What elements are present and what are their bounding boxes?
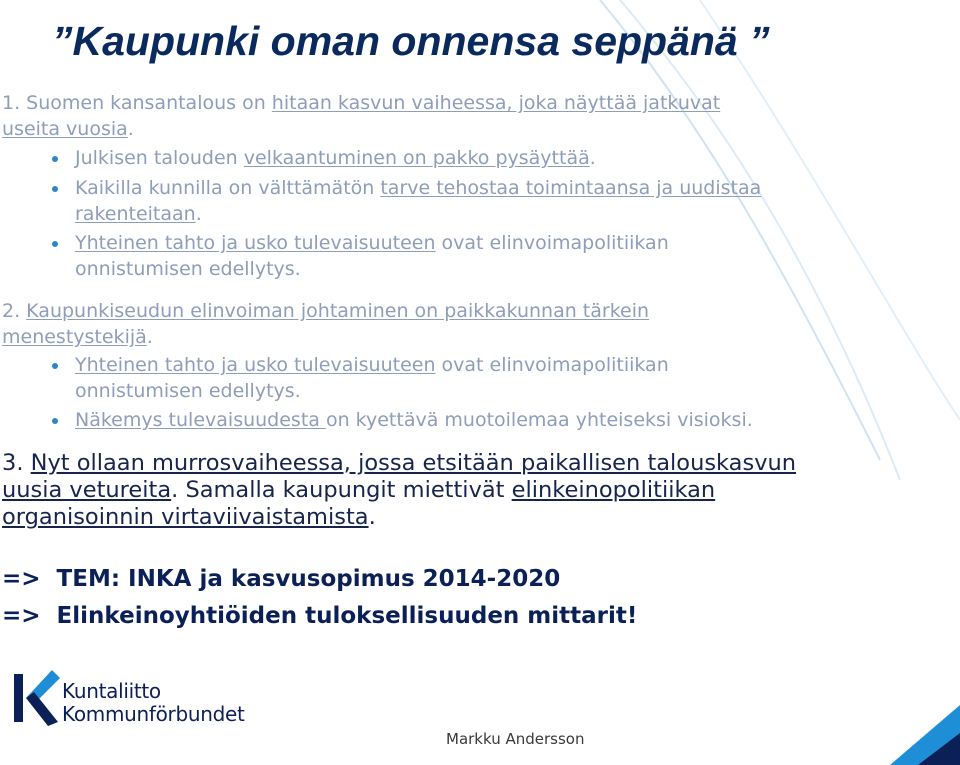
bullet-text: Julkisen talouden: [75, 147, 244, 169]
bullet-link[interactable]: rakenteitaan: [75, 203, 196, 225]
logo-text: [62, 680, 245, 726]
logo-line2: Kommunförbundet: [62, 702, 245, 726]
bullet-icon: [52, 418, 58, 424]
section2-line1: [2, 300, 649, 322]
bullet-icon: [52, 241, 58, 247]
section2-suffix: .: [146, 326, 153, 348]
bullet-link[interactable]: velkaantuminen on pakko pysäyttää: [243, 147, 590, 169]
conclusion-2: => Elinkeinoyhtiöiden tuloksellisuuden mittarit!: [2, 603, 638, 629]
section1-line2: [2, 118, 134, 140]
section3-prefix: 3.: [2, 450, 31, 476]
bullet-text: onnistumisen edellytys.: [75, 258, 301, 280]
section1-line1: [2, 92, 720, 114]
section2-link[interactable]: Kaupunkiseudun elinvoiman johtaminen on paikkakunnan tärkein: [26, 300, 650, 322]
bullet-text-end: .: [195, 203, 202, 225]
section3-link2[interactable]: elinkeinopolitiikan: [511, 477, 716, 503]
section1-link-cont[interactable]: useita vuosia: [2, 118, 128, 140]
section3-line3: [2, 504, 376, 530]
bullet-text: Kaikilla kunnilla on välttämätön: [75, 177, 381, 199]
bullet-text-end: .: [589, 147, 596, 169]
page-title: ”Kaupunki oman onnensa seppänä ”: [52, 18, 770, 64]
section1-suffix: .: [127, 118, 134, 140]
section3-mid: . Samalla kaupungit miettivät: [171, 477, 512, 503]
section3-line1: [2, 450, 796, 476]
bullet-text-end: ovat elinvoimapolitiikan: [435, 232, 669, 254]
section2-line2: [2, 326, 153, 348]
section1-link[interactable]: hitaan kasvun vaiheessa, joka näyttää jatkuvat: [271, 92, 721, 114]
section1-prefix: 1. Suomen kansantalous on: [2, 92, 272, 114]
section2-prefix: 2.: [2, 300, 27, 322]
section3-suffix: .: [368, 504, 376, 530]
section3-link[interactable]: Nyt ollaan murrosvaiheessa, jossa etsitään paikallisen talouskasvun: [30, 450, 797, 476]
bullet-link[interactable]: Yhteinen tahto ja usko tulevaisuuteen: [75, 354, 436, 376]
bullet-text-end: ovat elinvoimapolitiikan: [435, 354, 669, 376]
section3-link-cont[interactable]: uusia vetureita: [2, 477, 172, 503]
bullet-link[interactable]: Yhteinen tahto ja usko tulevaisuuteen: [75, 232, 436, 254]
bullet-link[interactable]: tarve tehostaa toimintaansa ja uudistaa: [380, 177, 762, 199]
logo-line1: Kuntaliitto: [62, 679, 161, 703]
bullet-text-end: on kyettävä muotoilemaa yhteiseksi visioksi.: [325, 409, 753, 431]
bullet-icon: [52, 186, 58, 192]
section3-line2: [2, 477, 715, 503]
bullet-icon: [52, 156, 58, 162]
section2-link-cont[interactable]: menestystekijä: [2, 326, 147, 348]
corner-decoration: [890, 705, 960, 765]
bullet-icon: [52, 363, 58, 369]
kuntaliitto-logo-icon: [12, 668, 60, 728]
section3-link3[interactable]: organisoinnin virtaviivaistamista: [2, 504, 369, 530]
author-name: Markku Andersson: [446, 730, 585, 748]
bullet-link[interactable]: Näkemys tulevaisuudesta: [75, 409, 326, 431]
bullet-text: onnistumisen edellytys.: [75, 380, 301, 402]
conclusion-1: => TEM: INKA ja kasvusopimus 2014-2020: [2, 566, 561, 592]
